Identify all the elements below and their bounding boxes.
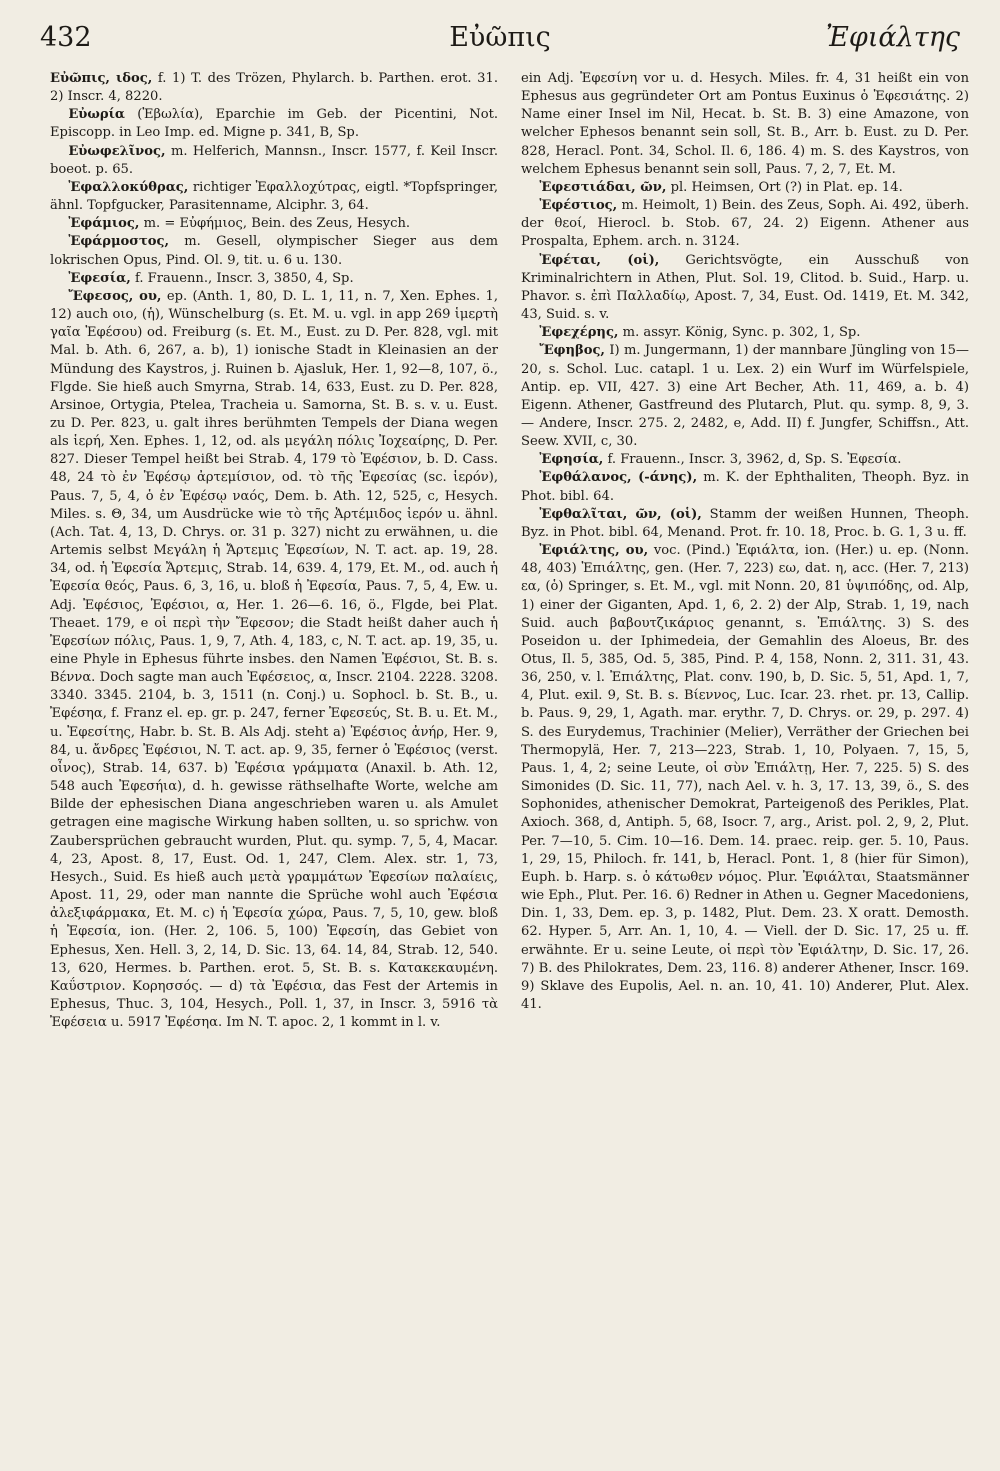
entry-text: m. Helferich, Mannsn., Inscr. 1577, f. Keil Inscr. boeot. p. 65.	[50, 143, 498, 177]
entry-text: m. = Εὐφήμιος, Bein. des Zeus, Hesych.	[139, 216, 411, 232]
running-head-left: Εὐῶπις	[449, 22, 551, 53]
headword: Ἐφησία,	[539, 452, 604, 468]
right-column	[521, 70, 969, 1450]
entry-text: m. Heimolt, 1) Bein. des Zeus, Soph. Ai. 492, überh. der θεοί, Hierocl. b. Stob. 67, 24. 2) Eigenn. Athener aus Prospalta, Ephem. arch. n. 3124.	[521, 198, 969, 250]
headword: Ἐφεστιάδαι, ῶν,	[539, 179, 667, 195]
entry	[50, 288, 498, 1032]
entry	[50, 233, 498, 269]
entry	[521, 542, 969, 1014]
entry-text: pl. Heimsen, Ort (?) in Plat. ep. 14.	[666, 179, 903, 195]
entry-text: (Ἐβωλία), Eparchie im Geb. der Picentini, Not. Episcopp. in Leo Imp. ed. Migne p. 341, B, Sp.	[50, 107, 498, 141]
headword: Ἐφαλλοκύθρας,	[68, 179, 189, 195]
entry-text: m. K. der Ephthaliten, Theoph. Byz. in Phot. bibl. 64.	[521, 470, 969, 504]
entry	[521, 324, 969, 342]
entry-text: f. Frauenn., Inscr. 3, 3962, d, Sp. S. Ἐφεσία.	[603, 452, 902, 468]
headword: Ἐφάμιος,	[68, 216, 140, 232]
headword: Ἐφεσία,	[68, 270, 131, 286]
headword: Εὐωρία	[68, 107, 125, 123]
entry	[521, 252, 969, 325]
entry-text: I) m. Jungermann, 1) der mannbare Jüngling von 15—20, s. Schol. Luc. catapl. 1 u. Lex. 2) ein Wurf im Würfelspiele, Antip. ep. VII, 427. 3) eine Art Becher, Ath. 11, 469, a. b. 4) Eigenn. Athener, Gastfreund des Plutarch, Plut. qu. symp. 8, 9, 3. — Andere, Inscr. 275. 2, 2482, e, Add. II) f. Jungfer, Schiffsn., Att. Seew. XVII, c, 30.	[521, 343, 969, 450]
headword: Ἐφέστιος,	[539, 198, 618, 214]
entry	[50, 270, 498, 288]
entry-text: f. 1) T. des Trözen, Phylarch. b. Parthen. erot. 31. 2) Inscr. 4, 8220.	[50, 71, 498, 105]
entry	[521, 342, 969, 451]
entry-text: m. assyr. König, Sync. p. 302, 1, Sp.	[618, 325, 861, 341]
headword: Ἐφθάλανος, (-άνης),	[539, 470, 698, 486]
headword: Ἔφηβος,	[539, 343, 605, 359]
headword: Ἐφέται, (οἱ),	[539, 252, 660, 268]
entry-text: Stamm der weißen Hunnen, Theoph. Byz. in Phot. bibl. 64, Menand. Prot. fr. 10. 18, Proc. b. G. 1, 3 u. ff.	[521, 506, 969, 540]
entry-continuation: ein Adj. Ἐφεσίνη vor u. d. Hesych. Miles. fr. 4, 31 heißt ein von Ephesus aus gegründeter Ort am Pontus Euxinus ὁ Ἐφεσιάτης. 2) Name einer Insel im Nil, Hecat. b. St. B. 3) eine Amazone, von welcher Ephesos benannt sein soll, St. B., Arr. b. Eust. zu D. Per. 828, Heracl. Pont. 34, Schol. Il. 6, 186. 4) m. S. des Kaystros, von welchem Ephesus benannt sein soll, Paus. 7, 2, 7, Et. M.	[521, 71, 969, 177]
headword: Ἐφθαλῖται, ῶν, (οἱ),	[539, 506, 702, 522]
headword: Εὐωφελῖνος,	[68, 143, 166, 159]
entry-text: richtiger Ἐφαλλοχύτρας, eigtl. *Topfspringer, ähnl. Topfgucker, Parasitenname, Alciphr. 3, 64.	[50, 179, 498, 214]
entry	[50, 106, 498, 142]
headword: Εὐῶπις, ιδος,	[50, 71, 153, 86]
left-column	[50, 70, 498, 1450]
entry-text: voc. (Pind.) Ἐφιάλτα, ion. (Her.) u. ep. (Nonn. 48, 403) Ἐπιάλτης, gen. (Her. 7, 223) εω, dat. η, acc. (Her. 7, 213) εα, (ὁ) Springer, s. Et. M., vgl. mit Nonn. 20, 81 ὑψιπόδης, od. Alp, 1) einer der Giganten, Apd. 1, 6, 2. 2) der Alp, Strab. 1, 19, nach Suid. auch βαβουτζικάριος genannt, s. Ἐπιάλτης. 3) S. des Poseidon u. der Iphimedeia, der Gemahlin des Aloeus, Br. des Otus, Il. 5, 385, Od. 5, 385, Pind. P. 4, 158, Nonn. 2, 311. 31, 43. 36, 250, v. l. Ἐπιάλτης, Plat. conv. 190, b, D. Sic. 5, 51, Apd. 1, 7, 4, Plut. exil. 9, St. B. s. Βίεννος, Luc. Icar. 23. rhet. pr. 13, Callip. b. Paus. 9, 29, 1, Agath. mar. erythr. 7, D. Chrys. or. 29, p. 297. 4) S. des Eurydemus, Trachinier (Melier), Verräther der Griechen bei Thermopylä, Her. 7, 213—223, Strab. 1, 10, Polyaen. 7, 15, 5, Paus. 1, 4, 2; seine Leute, οἱ σὺν Ἐπιάλτῃ, Her. 7, 225. 5) S. des Simonides (D. Sic. 11, 77), nach Ael. v. h. 3, 17. 13, 39, ö., S. des Sophonides, athenischer Demokrat, Parteigenoß des Perikles, Plat. Axioch. 368, d, Antiph. 5, 68, Isocr. 7, arg., Arist. pol. 2, 9, 2, Plut. Per. 7—10, 5. Cim. 10—16. Dem. 14. praec. reip. ger. 5. 10, Paus. 1, 29, 15, Philoch. fr. 141, b, Heracl. Pont. 1, 8 (hier für Simon), Euph. b. Harp. s. ὁ κάτωθεν νόμος. Plur. Ἐφιάλται, Staatsmänner wie Eph., Plut. Per. 16. 6) Redner in Athen u. Gegner Macedoniens, Din. 1, 33, Dem. ep. 3, p. 1482, Plut. Dem. 23. X oratt. Demosth. 62. Hyper. 5, Arr. An. 1, 10, 4. — Viell. der D. Sic. 17, 25 u. ff. erwähnte. Er u. seine Leute, οἱ περὶ τὸν Ἐφιάλτην, D. Sic. 17, 26. 7) B. des Philokrates, Dem. 23, 116. 8) anderer Athener, Inscr. 169. 9) Sklave des Eupolis, Ael. n. an. 10, 41. 10) Anderer, Plut. Alex. 41.	[521, 543, 969, 1012]
entry	[50, 179, 498, 215]
headword: Ἔφεσος, ου,	[68, 288, 162, 304]
entry	[521, 469, 969, 505]
running-head-right: Ἐφιάλτης	[825, 22, 960, 53]
entry	[50, 70, 498, 106]
entry	[521, 451, 969, 469]
headword: Ἐφεχέρης,	[539, 325, 619, 341]
entry-text: Gerichtsvögte, ein Ausschuß von Kriminalrichtern in Athen, Plut. Sol. 19, Clitod. b. Suid., Harp. u. Phavor. s. ἐπὶ Παλλαδίῳ, Apost. 7, 34, Eust. Od. 1419, Et. M. 342, 43, Suid. s. v.	[521, 252, 969, 323]
entry	[50, 215, 498, 233]
entry	[521, 179, 969, 197]
page-header	[38, 22, 962, 70]
entry-text: ep. (Anth. 1, 80, D. L. 1, 11, n. 7, Xen. Ephes. 1, 12) auch οιο, (ἡ), Wünschelburg (s. Et. M. u. vgl. in app 269 ἱμερτὴ γαῖα Ἐφέσου) od. Freiburg (s. Et. M., Eust. zu D. Per. 828, vgl. mit Mal. b. Ath. 6, 267, a. b), 1) ionische Stadt in Kleinasien an der Mündung des Kaystros, j. Ruinen b. Ajasluk, Her. 1, 92—8, 107, ö., Flgde. Sie hieß auch Smyrna, Strab. 14, 633, Eust. zu D. Per. 828, Arsinoe, Ortygia, Ptelea, Tracheia u. Samorna, St. B. s. v. u. Eust. zu D. Per. 823, u. galt ihres berühmten Tempels der Diana wegen als ἱερή, Xen. Ephes. 1, 12, od. als μεγάλη πόλις Ἰοχεαίρης, D. Per. 827. Dieser Tempel heißt bei Strab. 4, 179 τὸ Ἐφέσιον, b. D. Cass. 48, 24 τὸ ἐν Ἐφέσῳ ἀρτεμίσιον, od. τὸ τῆς Ἐφεσίας (sc. ἱερόν), Paus. 7, 5, 4, ὁ ἐν Ἐφέσῳ ναός, Dem. b. Ath. 12, 525, c, Hesych. Miles. s. Θ, 34, um Ausdrücke wie τὸ τῆς Ἀρτέμιδος ἱερόν u. ähnl. (Ach. Tat. 4, 13, D. Chrys. or. 31 p. 327) nicht zu erwähnen, u. die Artemis selbst Μεγάλη ἡ Ἄρτεμις Ἐφεσίων, N. T. act. ap. 19, 28. 34, od. ἡ Ἐφεσία Ἄρτεμις, Strab. 14, 639. 4, 179, Et. M., od. auch ἡ Ἐφεσία θεός, Paus. 6, 3, 16, u. bloß ἡ Ἐφεσία, Paus. 7, 5, 4, Ew. u. Adj. Ἐφέσιος, Ἐφέσιοι, α, Her. 1. 26—6. 16, ö., Flgde, bei Plat. Theaet. 179, e οἱ περὶ τὴν Ἔφεσον; die Stadt heißt daher auch ἡ Ἐφεσίων πόλις, Paus. 1, 9, 7, Ath. 4, 183, c, N. T. act. ap. 19, 35, u. eine Phyle in Ephesus führte insbes. den Namen Ἐφέσιοι, St. B. s. Βέννα. Doch sagte man auch Ἐφέσειος, α, Inscr. 2104. 2228. 3208. 3340. 3345. 2104, b. 3, 1511 (n. Conj.) u. Sophocl. b. St. B., u. Ἐφέσηα, f. Franz el. ep. gr. p. 247, ferner Ἐφεσεύς, St. B. u. Et. M., u. Ἐφεσίτης, Habr. b. St. B. Als Adj. steht a) Ἐφέσιος ἀνήρ, Her. 9, 84, u. ἄνδρες Ἐφέσιοι, N. T. act. ap. 9, 35, ferner ὁ Ἐφέσιος (verst. οἶνος), Strab. 14, 637. b) Ἐφέσια γράμματα (Anaxil. b. Ath. 12, 548 auch Ἐφεσήια), d. h. gewisse räthselhafte Worte, welche am Bilde der ephesischen Diana angeschrieben waren u. als Amulet getragen eine magische Wirkung haben sollten, u. so sprichw. von Zaubersprüchen gebraucht wurden, Plut. qu. symp. 7, 5, 4, Macar. 4, 23, Apost. 8, 17, Eust. Od. 1, 247, Clem. Alex. str. 1, 73, Hesych., Suid. Es hieß auch μετὰ γραμμάτων Ἐφεσίων παλαίεις, Apost. 11, 29, oder man nannte die Sprüche wohl auch Ἐφέσια ἀλεξιφάρμακα, Et. M. c) ἡ Ἐφεσία χώρα, Paus. 7, 5, 10, gew. bloß ἡ Ἐφεσία, ion. (Her. 2, 106. 5, 100) Ἐφεσίη, das Gebiet von Ephesus, Xen. Hell. 3, 2, 14, D. Sic. 13, 64. 14, 84, Strab. 12, 540. 13, 620, Hermes. b. Parthen. erot. 5, St. B. s. Κατακεκαυμένη. Καΰστριον. Κορησσός. — d) τὰ Ἐφέσια, das Fest der Artemis in Ephesus, Thuc. 3, 104, Hesych., Poll. 1, 37, in Inscr. 3, 5916 τὰ Ἐφέσεια u. 5917 Ἐφέσηα. Im N. T. apoc. 2, 1 kommt in l. v.	[50, 288, 498, 1031]
page-number: 432	[40, 22, 92, 53]
entry-text: m. Gesell, olympischer Sieger aus dem lokrischen Opus, Pind. Ol. 9, tit. u. 6 u. 130.	[50, 234, 498, 268]
entry	[50, 143, 498, 179]
headword: Ἐφιάλτης, ου,	[539, 543, 649, 559]
entry	[521, 506, 969, 542]
entry-text: f. Frauenn., Inscr. 3, 3850, 4, Sp.	[130, 270, 354, 286]
headword: Ἐφάρμοστος,	[68, 234, 170, 250]
entry	[521, 197, 969, 251]
